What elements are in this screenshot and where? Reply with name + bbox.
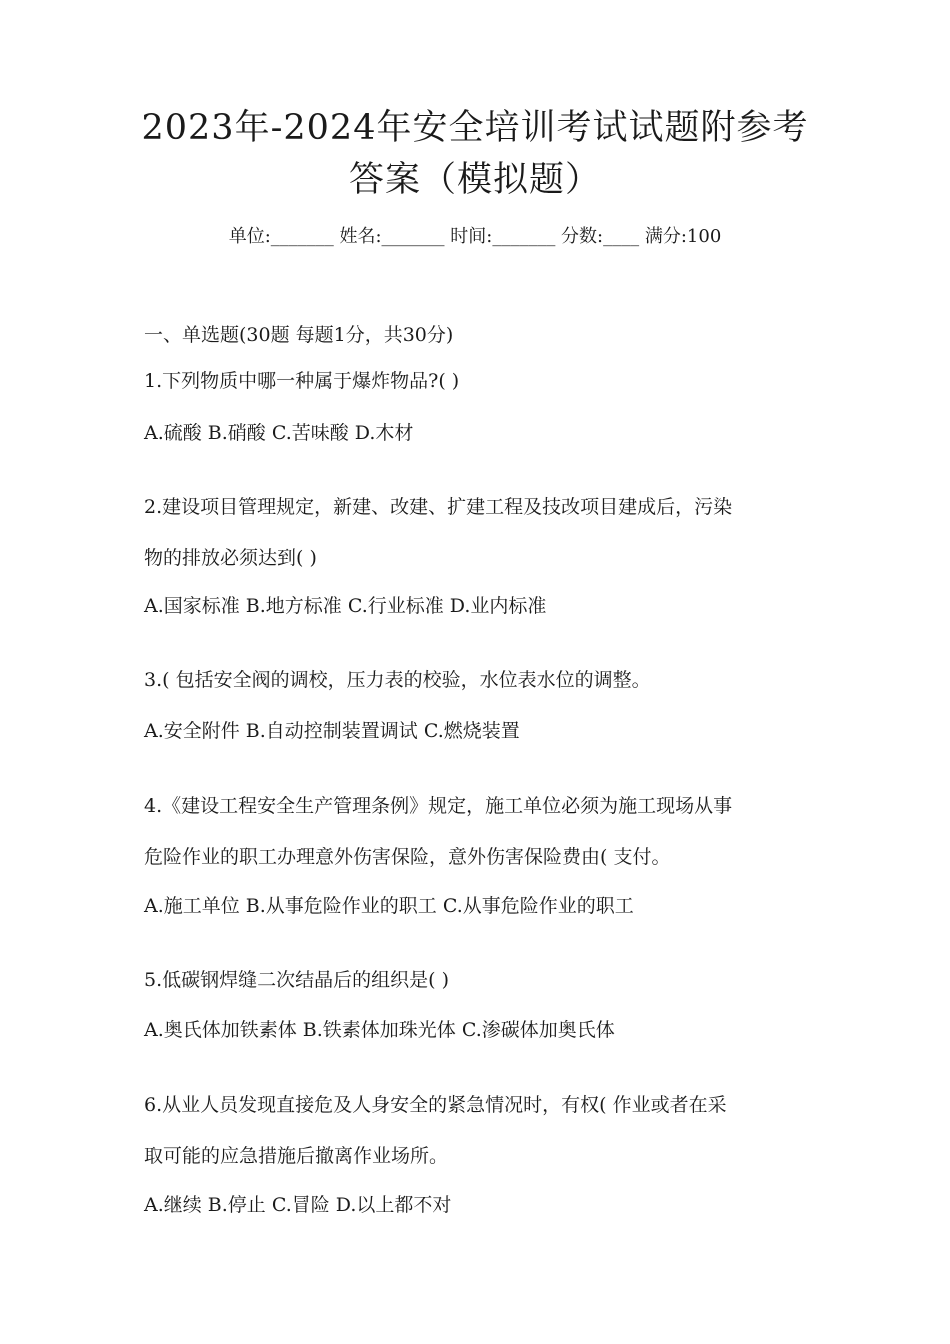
question-6-options: A.继续 B.停止 C.冒险 D.以上都不对 [144, 1194, 452, 1216]
question-5-text: 5.低碳钢焊缝二次结晶后的组织是( ) [144, 969, 449, 991]
question-5-options: A.奥氏体加铁素体 B.铁素体加珠光体 C.渗碳体加奥氏体 [144, 1019, 615, 1041]
question-4-options: A.施工单位 B.从事危险作业的职工 C.从事危险作业的职工 [144, 895, 634, 917]
question-6-text-line-2: 取可能的应急措施后撤离作业场所。 [144, 1145, 449, 1167]
question-2-text-line-1: 2.建设项目管理规定，新建、改建、扩建工程及技改项目建成后，污染 [144, 496, 733, 518]
question-4-text-line-2: 危险作业的职工办理意外伤害保险，意外伤害保险费由( 支付。 [144, 846, 671, 868]
question-3-options: A.安全附件 B.自动控制装置调试 C.燃烧装置 [144, 720, 520, 742]
exam-info-line: 单位:_______ 姓名:_______ 时间:_______ 分数:____ 满分:100 [228, 226, 722, 247]
question-6-text-line-1: 6.从业人员发现直接危及人身安全的紧急情况时，有权( 作业或者在采 [144, 1094, 727, 1116]
section-heading: 一、单选题(30题 每题1分，共30分) [144, 324, 454, 346]
question-3-text: 3.( 包括安全阀的调校，压力表的校验，水位表水位的调整。 [144, 669, 651, 691]
question-1-text: 1.下列物质中哪一种属于爆炸物品?( ) [144, 370, 460, 392]
document-title-line-2: 答案（模拟题） [348, 160, 601, 200]
question-2-options: A.国家标准 B.地方标准 C.行业标准 D.业内标准 [144, 595, 547, 617]
document-title-line-1: 2023年-2024年安全培训考试试题附参考 [141, 108, 809, 148]
question-2-text-line-2: 物的排放必须达到( ) [144, 547, 317, 569]
question-4-text-line-1: 4.《建设工程安全生产管理条例》规定，施工单位必须为施工现场从事 [144, 795, 733, 817]
question-1-options: A.硫酸 B.硝酸 C.苦味酸 D.木材 [144, 422, 414, 444]
